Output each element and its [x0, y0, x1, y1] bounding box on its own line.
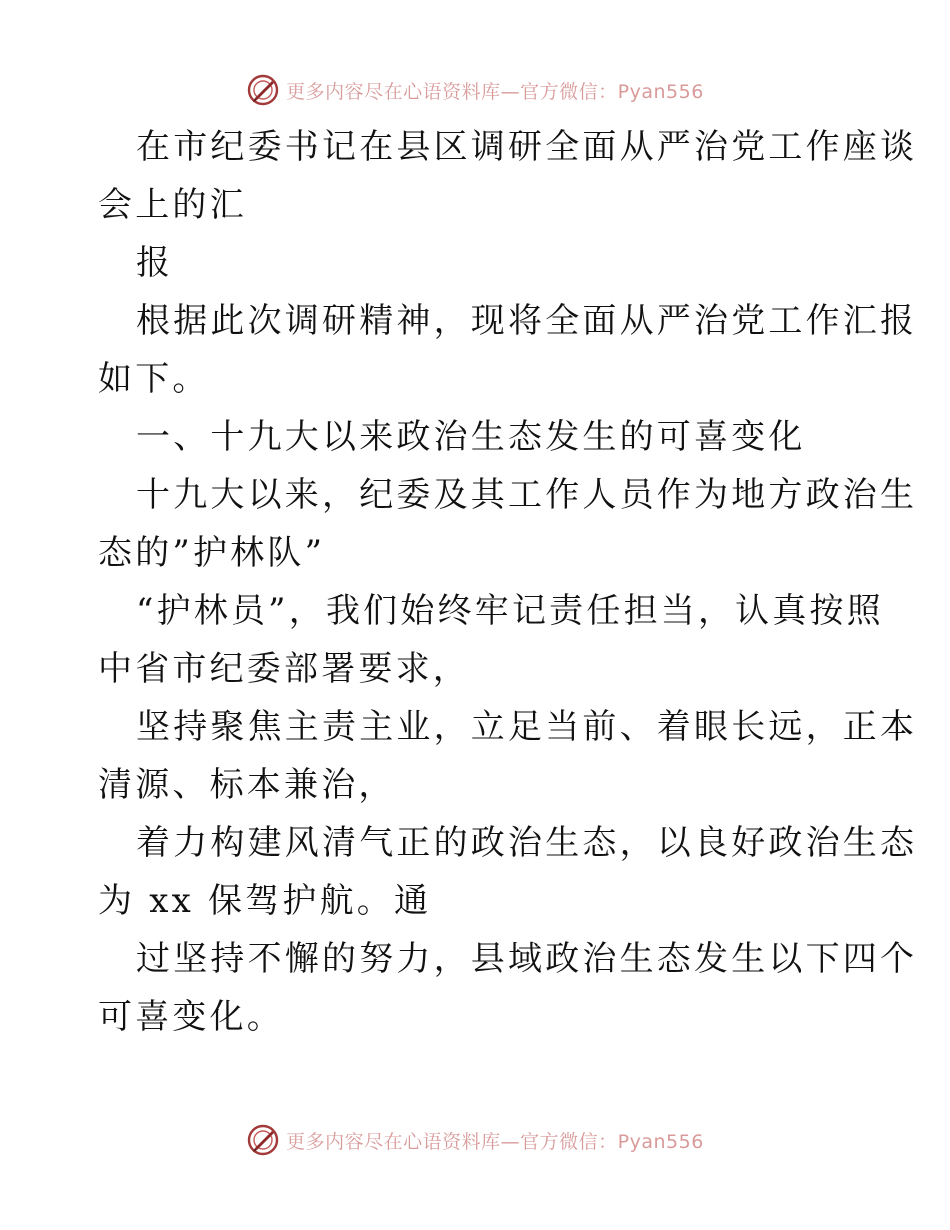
paragraph-line: 态的”护林队” [98, 533, 326, 573]
title-line-2: 会上的汇 [98, 185, 247, 225]
footer-watermark-text: 更多内容尽在心语资料库—官方微信：Pyan556 [286, 1130, 704, 1153]
paragraph-line: 根据此次调研精神，现将全面从严治党工作汇报 [136, 301, 918, 341]
paragraph-line: 清源、标本兼治， [98, 765, 396, 805]
paragraph-line: 过坚持不懈的努力，县域政治生态发生以下四个 [136, 939, 918, 979]
paragraph-line: 坚持聚焦主责主业，立足当前、着眼长远，正本 [136, 707, 918, 747]
title-line-3: 报 [136, 243, 174, 283]
paragraph-line: 中省市纪委部署要求， [98, 649, 470, 689]
header-watermark [0, 70, 950, 110]
paragraph-line: 为 xx 保驾护航。通 [98, 881, 432, 921]
section-heading: 一、十九大以来政治生态发生的可喜变化 [136, 417, 806, 457]
paragraph-line: “护林员”，我们始终牢记责任担当，认真按照 [136, 591, 884, 631]
header-watermark-text: 更多内容尽在心语资料库—官方微信：Pyan556 [286, 80, 704, 103]
document-body [98, 118, 918, 1046]
paragraph-line: 如下。 [98, 359, 210, 399]
quill-logo-icon [246, 73, 280, 107]
footer-watermark [0, 1120, 950, 1160]
paragraph-line: 可喜变化。 [98, 997, 284, 1037]
quill-logo-icon [246, 1123, 280, 1157]
paragraph-line: 着力构建风清气正的政治生态，以良好政治生态 [136, 823, 918, 863]
paragraph-line: 十九大以来，纪委及其工作人员作为地方政治生 [136, 475, 918, 515]
title-line-1: 在市纪委书记在县区调研全面从严治党工作座谈 [136, 127, 918, 167]
